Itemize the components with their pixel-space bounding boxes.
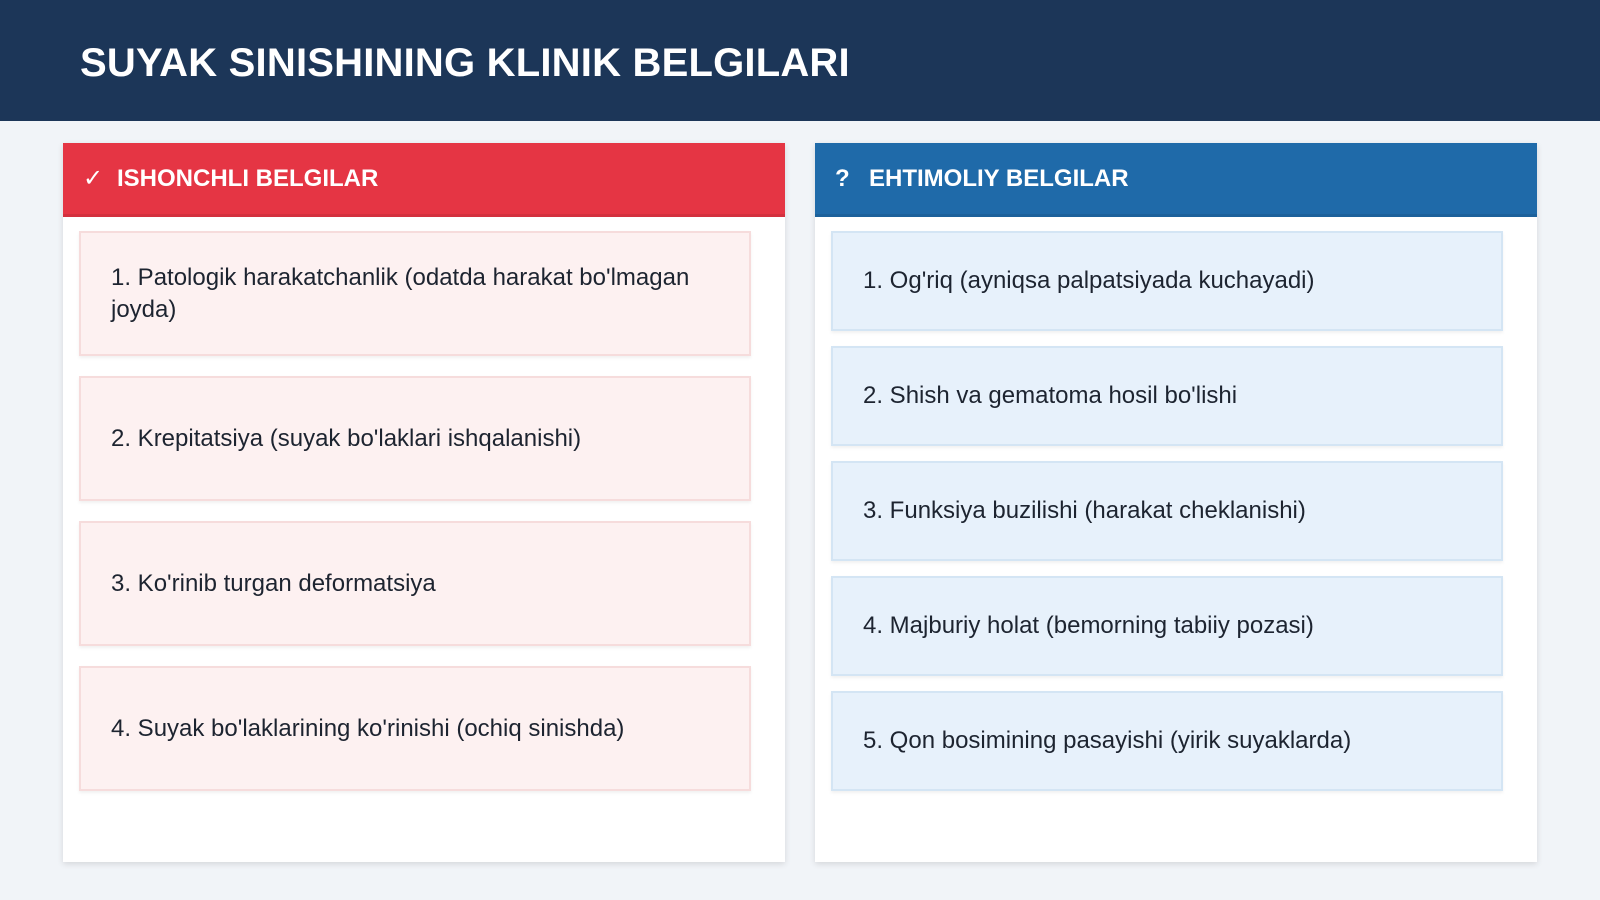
reliable-sign-item: [79, 521, 751, 646]
reliable-sign-item: [79, 231, 751, 356]
reliable-sign-text: 4. Suyak bo'laklarining ko'rinishi (ochiq sinishda): [111, 714, 625, 742]
reliable-signs-header: [63, 143, 785, 217]
reliable-sign-item: [79, 376, 751, 501]
probable-signs-panel: [815, 143, 1537, 862]
probable-sign-item: [831, 461, 1503, 561]
probable-sign-text: 3. Funksiya buzilishi (harakat cheklanishi): [863, 497, 1306, 524]
reliable-signs-panel: [63, 143, 785, 862]
header-bar: [0, 0, 1600, 121]
probable-signs-header: [815, 143, 1537, 217]
reliable-sign-text: 3. Ko'rinib turgan deformatsiya: [111, 569, 436, 597]
reliable-sign-item: [79, 666, 751, 791]
reliable-sign-text: 1. Patologik harakatchanlik (odatda harakat bo'lmagan joyda): [111, 263, 690, 323]
probable-sign-item: [831, 691, 1503, 791]
probable-sign-text: 5. Qon bosimining pasayishi (yirik suyaklarda): [863, 727, 1352, 754]
probable-sign-item: [831, 231, 1503, 331]
probable-sign-text: 1. Og'riq (ayniqsa palpatsiyada kuchayadi): [863, 267, 1315, 294]
probable-sign-text: 2. Shish va gematoma hosil bo'lishi: [863, 382, 1238, 409]
check-icon: ✓: [83, 165, 104, 192]
probable-signs-heading: EHTIMOLIY BELGILAR: [869, 164, 1129, 192]
question-icon: ?: [835, 164, 850, 192]
reliable-sign-text: 2. Krepitatsiya (suyak bo'laklari ishqalanishi): [111, 424, 582, 452]
probable-sign-text: 4. Majburiy holat (bemorning tabiiy pozasi): [863, 612, 1314, 639]
page-title: SUYAK SINISHINING KLINIK BELGILARI: [80, 41, 850, 85]
probable-sign-item: [831, 576, 1503, 676]
reliable-signs-heading: ISHONCHLI BELGILAR: [117, 164, 379, 192]
probable-sign-item: [831, 346, 1503, 446]
